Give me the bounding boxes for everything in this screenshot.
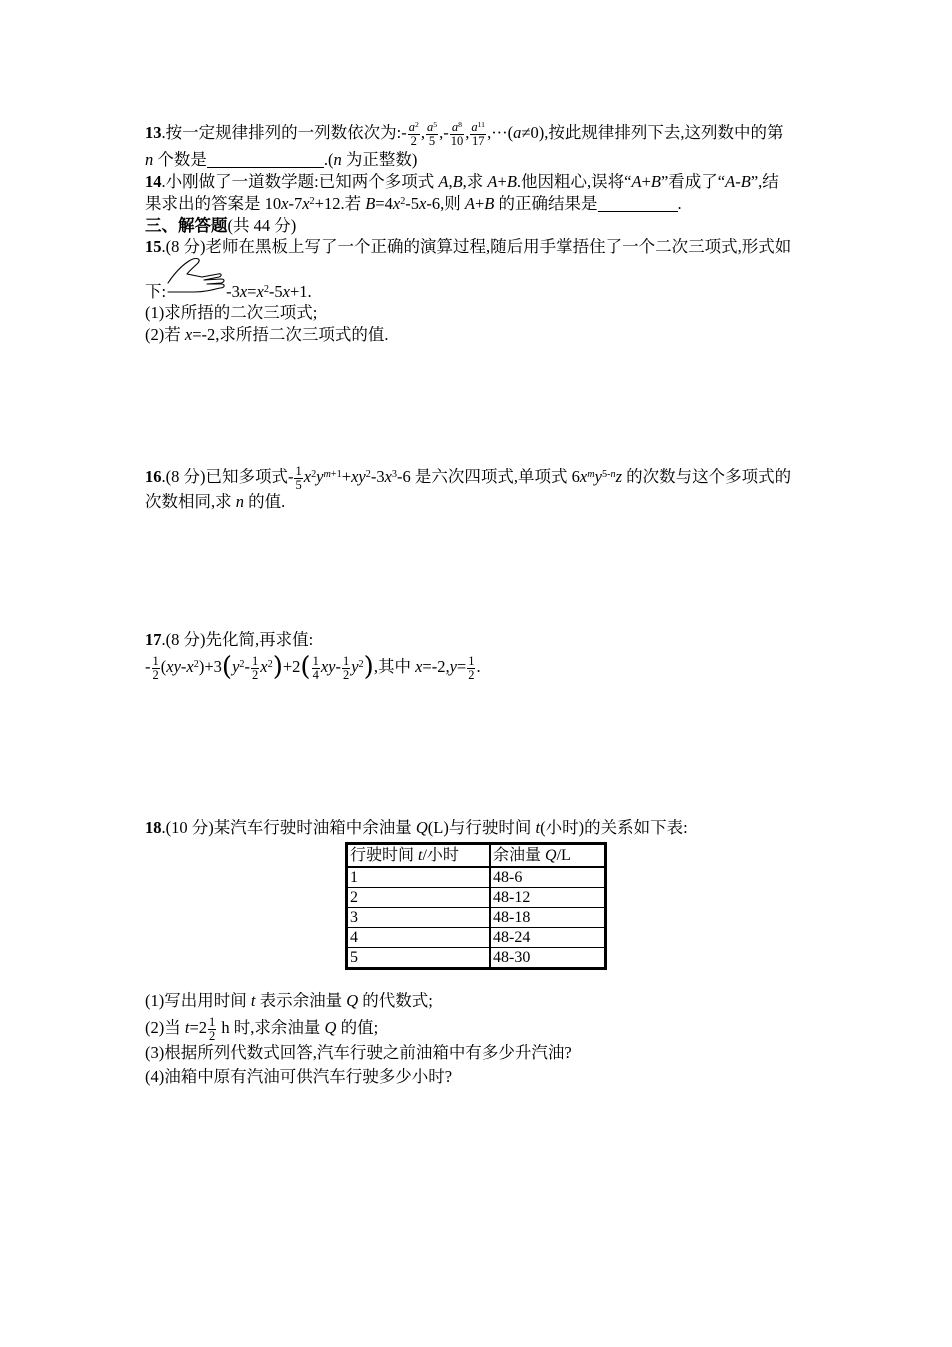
table-cell-time: 3: [348, 908, 491, 927]
table-cell-time: 5: [348, 948, 491, 967]
exponent: 2: [311, 468, 317, 480]
math-var: n: [235, 492, 244, 511]
text-run: (: [160, 657, 167, 676]
math-var: x: [303, 467, 312, 486]
exponent: [324, 469, 342, 480]
math-var: z: [615, 467, 622, 486]
text-run: ,其中: [373, 657, 416, 676]
text-run: (L)与行驶时间: [427, 818, 536, 837]
text-run: -: [335, 657, 341, 676]
q13-line-1: [145, 118, 783, 148]
fraction: [426, 121, 438, 148]
q16-line-2: [145, 491, 285, 513]
math-var: x: [281, 194, 289, 213]
fraction-denominator: 2: [209, 1028, 216, 1043]
text-run: =: [456, 657, 467, 676]
fraction-numerator: [408, 121, 420, 134]
text-run: ,-: [439, 123, 449, 142]
math-var: y: [232, 657, 240, 676]
fraction: [294, 465, 302, 492]
q13-line-2: [145, 149, 417, 171]
q15-part-1: [145, 302, 317, 324]
text-run: +: [497, 172, 507, 191]
fraction-denominator: 5: [426, 134, 438, 148]
text-run: ,: [420, 123, 425, 142]
text-run: 果求出的答案是 10: [145, 194, 282, 213]
q18-part-2: [145, 1013, 378, 1043]
fraction-numerator: 1: [312, 653, 319, 668]
fraction-denominator: 4: [312, 667, 319, 682]
fraction-numerator: 1: [152, 653, 159, 668]
table-row: [348, 907, 604, 927]
q17-line-1: [145, 629, 313, 651]
text-run: (4)油箱中原有汽油可供汽车行驶多少小时?: [145, 1067, 453, 1086]
table-cell-fuel: 48-30: [493, 949, 531, 966]
exponent: 2: [193, 658, 199, 670]
math-var: xy: [166, 657, 181, 676]
text-run: 表示余油量: [255, 991, 347, 1010]
fraction: [208, 1016, 216, 1043]
text-run: (3)根据所列代数式回答,汽车行驶之前油箱中有多少升汽油?: [145, 1043, 572, 1062]
text-run: 个数是: [153, 150, 207, 169]
text-run: -6 是六次四项式,单项式 6: [397, 467, 580, 486]
text-run: -7: [288, 194, 303, 213]
fraction: [450, 121, 465, 148]
table-row: [348, 927, 604, 947]
math-var: n: [610, 468, 616, 480]
math-var: A: [487, 172, 498, 191]
table-cell-time: 1: [348, 868, 491, 887]
math-var: a: [408, 119, 415, 134]
text-run: 的值.: [244, 492, 286, 511]
section-score: (共 44 分): [227, 216, 297, 235]
math-var: x: [256, 282, 264, 301]
text-run: .(8 分)老师在黑板上写了一个正确的演算过程,随后用手掌捂住了一个二次三项式,形式如: [161, 237, 792, 256]
text-run: -5: [405, 194, 420, 213]
fraction-numerator: [426, 121, 438, 134]
text-run: (2)当: [145, 1018, 185, 1037]
math-var: x: [392, 194, 401, 213]
text-run: 下:: [145, 282, 167, 301]
text-run: (小时)的关系如下表:: [540, 818, 688, 837]
fraction: [342, 655, 350, 682]
hand-thumb-stroke: [168, 259, 202, 283]
math-var: A: [464, 194, 475, 213]
answer-blank: [598, 196, 678, 212]
fraction-numerator: 1: [468, 653, 475, 668]
exponent: 2: [365, 468, 371, 480]
math-var: B: [365, 194, 376, 213]
text-run: -: [244, 657, 250, 676]
text-run: .按一定规律排列的一列数依次为:-: [161, 123, 407, 142]
exponent: 2: [239, 658, 245, 670]
fraction-denominator: 10: [450, 133, 464, 148]
text-run: =-2,求所捂二次三项式的值.: [192, 325, 389, 344]
exponent: 11: [477, 119, 486, 129]
text-run: .他因粗心,误将“: [516, 172, 632, 191]
text-run: .(8 分)已知多项式-: [161, 467, 294, 486]
text-run: .: [677, 194, 682, 213]
q17-expression: [145, 652, 481, 682]
text-run: +: [341, 467, 352, 486]
math-var: t: [535, 818, 541, 837]
exponent: 2: [267, 658, 273, 670]
math-var: n: [145, 150, 154, 169]
table-cell-fuel: 48-18: [493, 909, 531, 926]
math-var: y: [316, 467, 324, 486]
q15-line-2: [145, 281, 312, 303]
fraction-numerator: 1: [295, 463, 302, 478]
text-run: +: [641, 172, 651, 191]
question-number: 18: [145, 818, 162, 837]
exponent: 3: [391, 468, 398, 480]
math-var: B: [740, 172, 751, 191]
math-var: x: [415, 657, 423, 676]
math-var: B: [484, 194, 495, 213]
text-run: 次数相同,求: [145, 492, 236, 511]
math-var: y: [351, 657, 359, 676]
big-parenthesis: ): [363, 652, 374, 682]
math-var: Q: [415, 818, 428, 837]
math-var: a: [451, 119, 459, 134]
math-var: y: [594, 467, 602, 486]
math-var: x: [239, 282, 248, 301]
fraction-denominator: 2: [468, 667, 475, 682]
math-var: a: [513, 123, 522, 142]
text-run: .: [476, 657, 481, 676]
fraction-numerator: [470, 121, 486, 134]
text-run: -3: [370, 467, 385, 486]
text-run: 为正整数): [341, 150, 418, 169]
fraction: [251, 655, 259, 682]
text-run: ,: [465, 123, 470, 142]
text-run: ”看成了“: [660, 172, 726, 191]
q14-line-1: [145, 171, 779, 193]
question-number: 14: [145, 172, 162, 191]
exponent: 2: [263, 283, 269, 295]
math-var: xy: [320, 657, 336, 676]
text-run: ,: [448, 172, 453, 191]
text-run: h 时,求余油量: [217, 1018, 325, 1037]
text-run: .(8 分)先化简,再求值:: [161, 630, 314, 649]
math-var: Q: [346, 991, 359, 1010]
table-header-row: [348, 845, 604, 867]
math-var: B: [452, 172, 463, 191]
text-run: .小刚做了一道数学题:已知两个多项式: [161, 172, 439, 191]
fraction-denominator: 17: [471, 133, 485, 148]
q15-part-2: [145, 324, 389, 346]
exponent: 2: [309, 195, 315, 207]
math-var: A: [438, 172, 449, 191]
fraction-denominator: 5: [295, 477, 302, 492]
text-run: 5-: [601, 468, 611, 480]
text-run: =-2,: [422, 657, 450, 676]
math-var: x: [260, 657, 268, 676]
header-text: /L: [556, 847, 571, 864]
text-run: =4: [375, 194, 393, 213]
fraction: [408, 121, 420, 148]
text-run: +1: [330, 468, 342, 480]
big-parenthesis: (: [300, 652, 311, 682]
math-var: x: [282, 282, 290, 301]
exponent: [602, 469, 616, 480]
text-run: =: [247, 282, 257, 301]
fraction-denominator: 2: [152, 667, 159, 682]
math-var: t: [184, 1018, 190, 1037]
math-var: x: [579, 467, 588, 486]
math-var: x: [186, 657, 194, 676]
text-run: 的值;: [336, 1018, 379, 1037]
q18-part-4: [145, 1066, 452, 1088]
exponent: 2: [400, 195, 406, 207]
text-run: -: [180, 657, 187, 676]
fraction-numerator: 1: [342, 653, 350, 668]
fraction: [152, 655, 160, 682]
text-run: (1)求所捂的二次三项式;: [145, 303, 318, 322]
text-run: +12.若: [314, 194, 366, 213]
text-run: 的次数与这个多项式的: [622, 467, 792, 486]
fraction-denominator: 2: [342, 667, 350, 682]
q18-part-1: [145, 990, 433, 1012]
text-run: +1.: [290, 282, 312, 301]
text-run: -3: [226, 282, 240, 301]
math-var: y: [449, 657, 457, 676]
section-title: 三、解答题: [145, 216, 228, 235]
math-var: a: [471, 119, 478, 134]
answer-blank: [207, 152, 324, 168]
header-text: 余油量: [493, 847, 546, 864]
text-run: -: [735, 172, 741, 191]
math-var: x: [419, 194, 427, 213]
text-run: -: [145, 657, 151, 676]
text-run: +2: [282, 657, 301, 676]
big-parenthesis: (: [221, 652, 233, 682]
fraction-denominator: 2: [252, 667, 259, 682]
text-run: ≠0),按此规律排列下去,这列数中的第: [521, 123, 784, 142]
text-run: (2)若: [145, 325, 185, 344]
math-var: x: [384, 467, 392, 486]
text-run: +: [474, 194, 485, 213]
exponent: 5: [433, 119, 438, 129]
text-run: 的代数式;: [358, 991, 433, 1010]
text-run: ”,结: [750, 172, 779, 191]
fraction: [470, 121, 486, 148]
exponent: m: [587, 468, 595, 480]
q18-line-1: [145, 817, 688, 839]
math-var: x: [302, 194, 310, 213]
math-var: n: [333, 150, 342, 169]
table-row: [348, 947, 604, 967]
math-var: t: [250, 991, 256, 1010]
table-cell-fuel: 48-24: [493, 929, 531, 946]
table-row: [348, 867, 604, 887]
big-parenthesis: ): [272, 652, 283, 682]
text-run: .(: [323, 150, 334, 169]
text-run: -6,则: [426, 194, 465, 213]
text-run: ,求: [462, 172, 488, 191]
table-header-fuel: [491, 845, 604, 866]
exponent: 2: [414, 119, 419, 129]
fraction-denominator: 2: [408, 134, 420, 148]
math-var: xy: [351, 467, 366, 486]
math-var: A: [631, 172, 642, 191]
table-cell-time: 4: [348, 928, 491, 947]
text-run: (1)写出用时间: [145, 991, 251, 1010]
text-run: .(10 分)某汽车行驶时油箱中余油量: [161, 818, 416, 837]
q14-line-2: [145, 193, 682, 215]
math-var: B: [650, 172, 661, 191]
math-var: Q: [324, 1018, 337, 1037]
math-var: Q: [545, 847, 557, 864]
text-run: )+3: [198, 657, 222, 676]
text-run: ,···(: [487, 123, 514, 142]
fraction-numerator: 1: [252, 653, 259, 668]
math-var: x: [184, 325, 193, 344]
question-number: 15: [145, 237, 162, 256]
math-var: t: [418, 847, 423, 864]
q16-line-1: [145, 462, 791, 492]
text-run: =2: [189, 1018, 208, 1037]
header-text: /小时: [422, 847, 459, 864]
math-var: m: [323, 468, 331, 480]
header-text: 行驶时间: [350, 847, 419, 864]
fuel-table: [345, 842, 607, 970]
fraction-numerator: 1: [209, 1014, 216, 1029]
table-row: [348, 887, 604, 907]
math-var: A: [725, 172, 736, 191]
exponent: 2: [358, 658, 364, 670]
q18-part-3: [145, 1042, 572, 1064]
math-var: B: [506, 172, 517, 191]
fraction-numerator: [450, 121, 465, 134]
text-run: 的正确结果是: [494, 194, 598, 213]
text-run: -5: [268, 282, 283, 301]
q15-line-1: [145, 236, 791, 258]
math-var: a: [426, 119, 434, 134]
section-header: [145, 215, 296, 237]
fraction: [312, 655, 320, 682]
fraction: [467, 655, 475, 682]
table-cell-fuel: 48-12: [493, 889, 531, 906]
table-cell-fuel: 48-6: [493, 869, 523, 886]
question-number: 17: [145, 630, 162, 649]
table-cell-time: 2: [348, 888, 491, 907]
table-header-time: [348, 845, 491, 866]
question-number: 16: [145, 467, 162, 486]
question-number: 13: [145, 123, 162, 142]
exponent: 8: [458, 119, 463, 129]
